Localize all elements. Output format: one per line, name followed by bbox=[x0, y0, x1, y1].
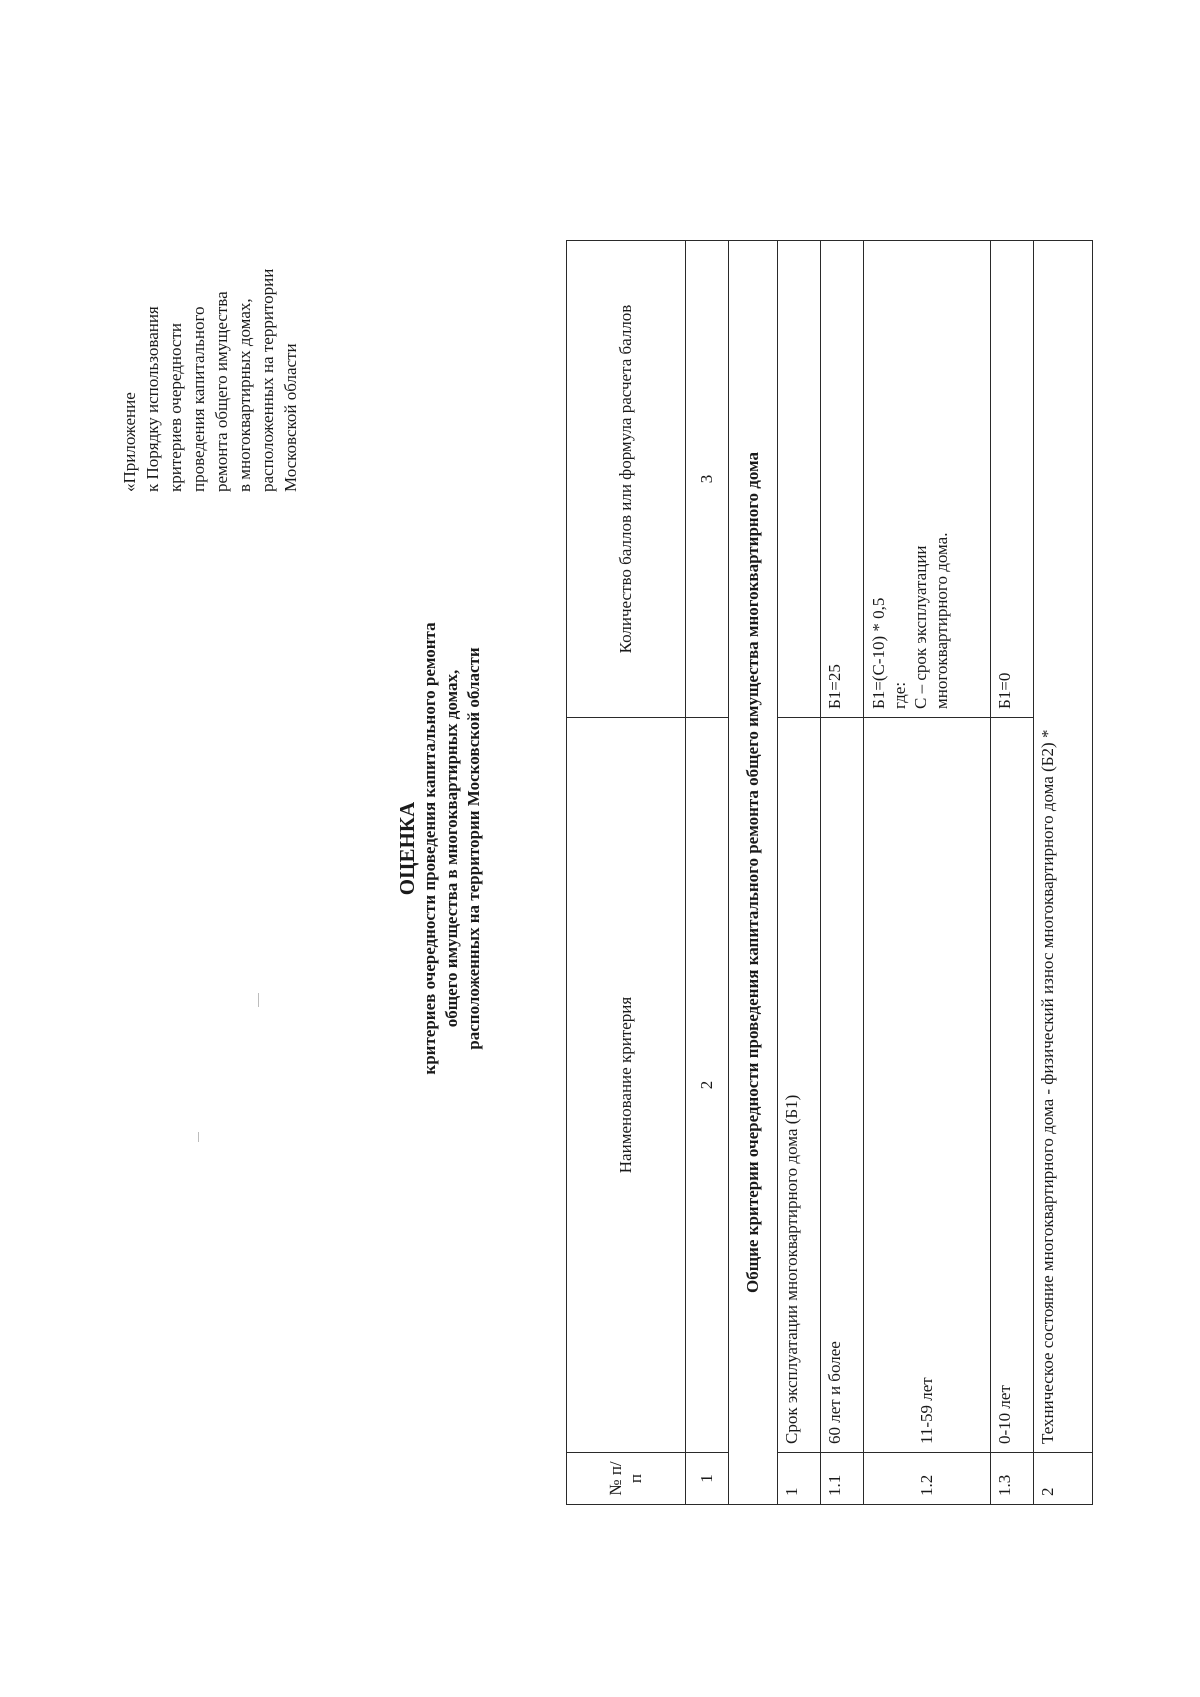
row-name: Срок эксплуатации многоквартирного дома (Б1) bbox=[778, 718, 821, 1453]
table-row bbox=[1034, 241, 1093, 1505]
formula-line: где: bbox=[890, 681, 909, 709]
appendix-line: расположенных на территории bbox=[258, 268, 277, 492]
scan-mark bbox=[258, 993, 259, 1007]
row-num: 1.2 bbox=[864, 1453, 991, 1505]
section-title: Общие критерии очередности проведения капитального ремонта общего имущества многоквартирного дома bbox=[729, 241, 778, 1505]
document-title bbox=[395, 0, 485, 1697]
formula-line: С – срок эксплуатации bbox=[911, 545, 930, 709]
appendix-note bbox=[118, 192, 302, 492]
row-name: 0-10 лет bbox=[991, 718, 1034, 1453]
section-row bbox=[729, 241, 778, 1505]
row-score bbox=[778, 241, 821, 718]
row-score: Б1=25 bbox=[821, 241, 864, 718]
header-num: № п/п bbox=[567, 1453, 686, 1505]
row-num: 2 bbox=[1034, 1453, 1093, 1505]
table-row bbox=[821, 241, 864, 1505]
column-number-row bbox=[686, 241, 729, 1505]
appendix-line: проведения капитального bbox=[189, 306, 208, 492]
title-line: расположенных на территории Московской области bbox=[464, 647, 483, 1050]
table-header-row bbox=[567, 241, 686, 1505]
formula-line: многоквартирного дома. bbox=[932, 532, 951, 709]
scan-mark bbox=[198, 1132, 199, 1142]
column-number: 3 bbox=[686, 241, 729, 718]
header-name: Наименование критерия bbox=[567, 718, 686, 1453]
column-number: 2 bbox=[686, 718, 729, 1453]
header-score: Количество баллов или формула расчета баллов bbox=[567, 241, 686, 718]
row-name: 60 лет и более bbox=[821, 718, 864, 1453]
title-heading: ОЦЕНКА bbox=[395, 801, 419, 896]
table-row bbox=[864, 241, 991, 1505]
row-score-formula bbox=[864, 241, 991, 718]
appendix-line: ремонта общего имущества bbox=[212, 291, 231, 492]
appendix-line: критериев очередности bbox=[166, 323, 185, 492]
appendix-line: к Порядку использования bbox=[143, 306, 162, 492]
table-row bbox=[778, 241, 821, 1505]
appendix-line: Московской области bbox=[281, 343, 300, 492]
row-name: 11-59 лет bbox=[864, 718, 991, 1453]
table-row bbox=[991, 241, 1034, 1505]
row-score: Б1=0 bbox=[991, 241, 1034, 718]
row-name: Техническое состояние многоквартирного дома - физический износ многоквартирного дома (Б2) * bbox=[1034, 241, 1093, 1453]
column-number: 1 bbox=[686, 1453, 729, 1505]
row-num: 1.1 bbox=[821, 1453, 864, 1505]
row-num: 1.3 bbox=[991, 1453, 1034, 1505]
title-line: общего имущества в многоквартирных домах, bbox=[442, 669, 461, 1028]
row-num: 1 bbox=[778, 1453, 821, 1505]
appendix-line: «Приложение bbox=[120, 392, 139, 492]
appendix-line: в многоквартирных домах, bbox=[235, 298, 254, 492]
criteria-table bbox=[566, 240, 1093, 1505]
formula-line: Б1=(С-10) * 0,5 bbox=[869, 597, 888, 709]
title-line: критериев очередности проведения капитального ремонта bbox=[420, 622, 439, 1075]
